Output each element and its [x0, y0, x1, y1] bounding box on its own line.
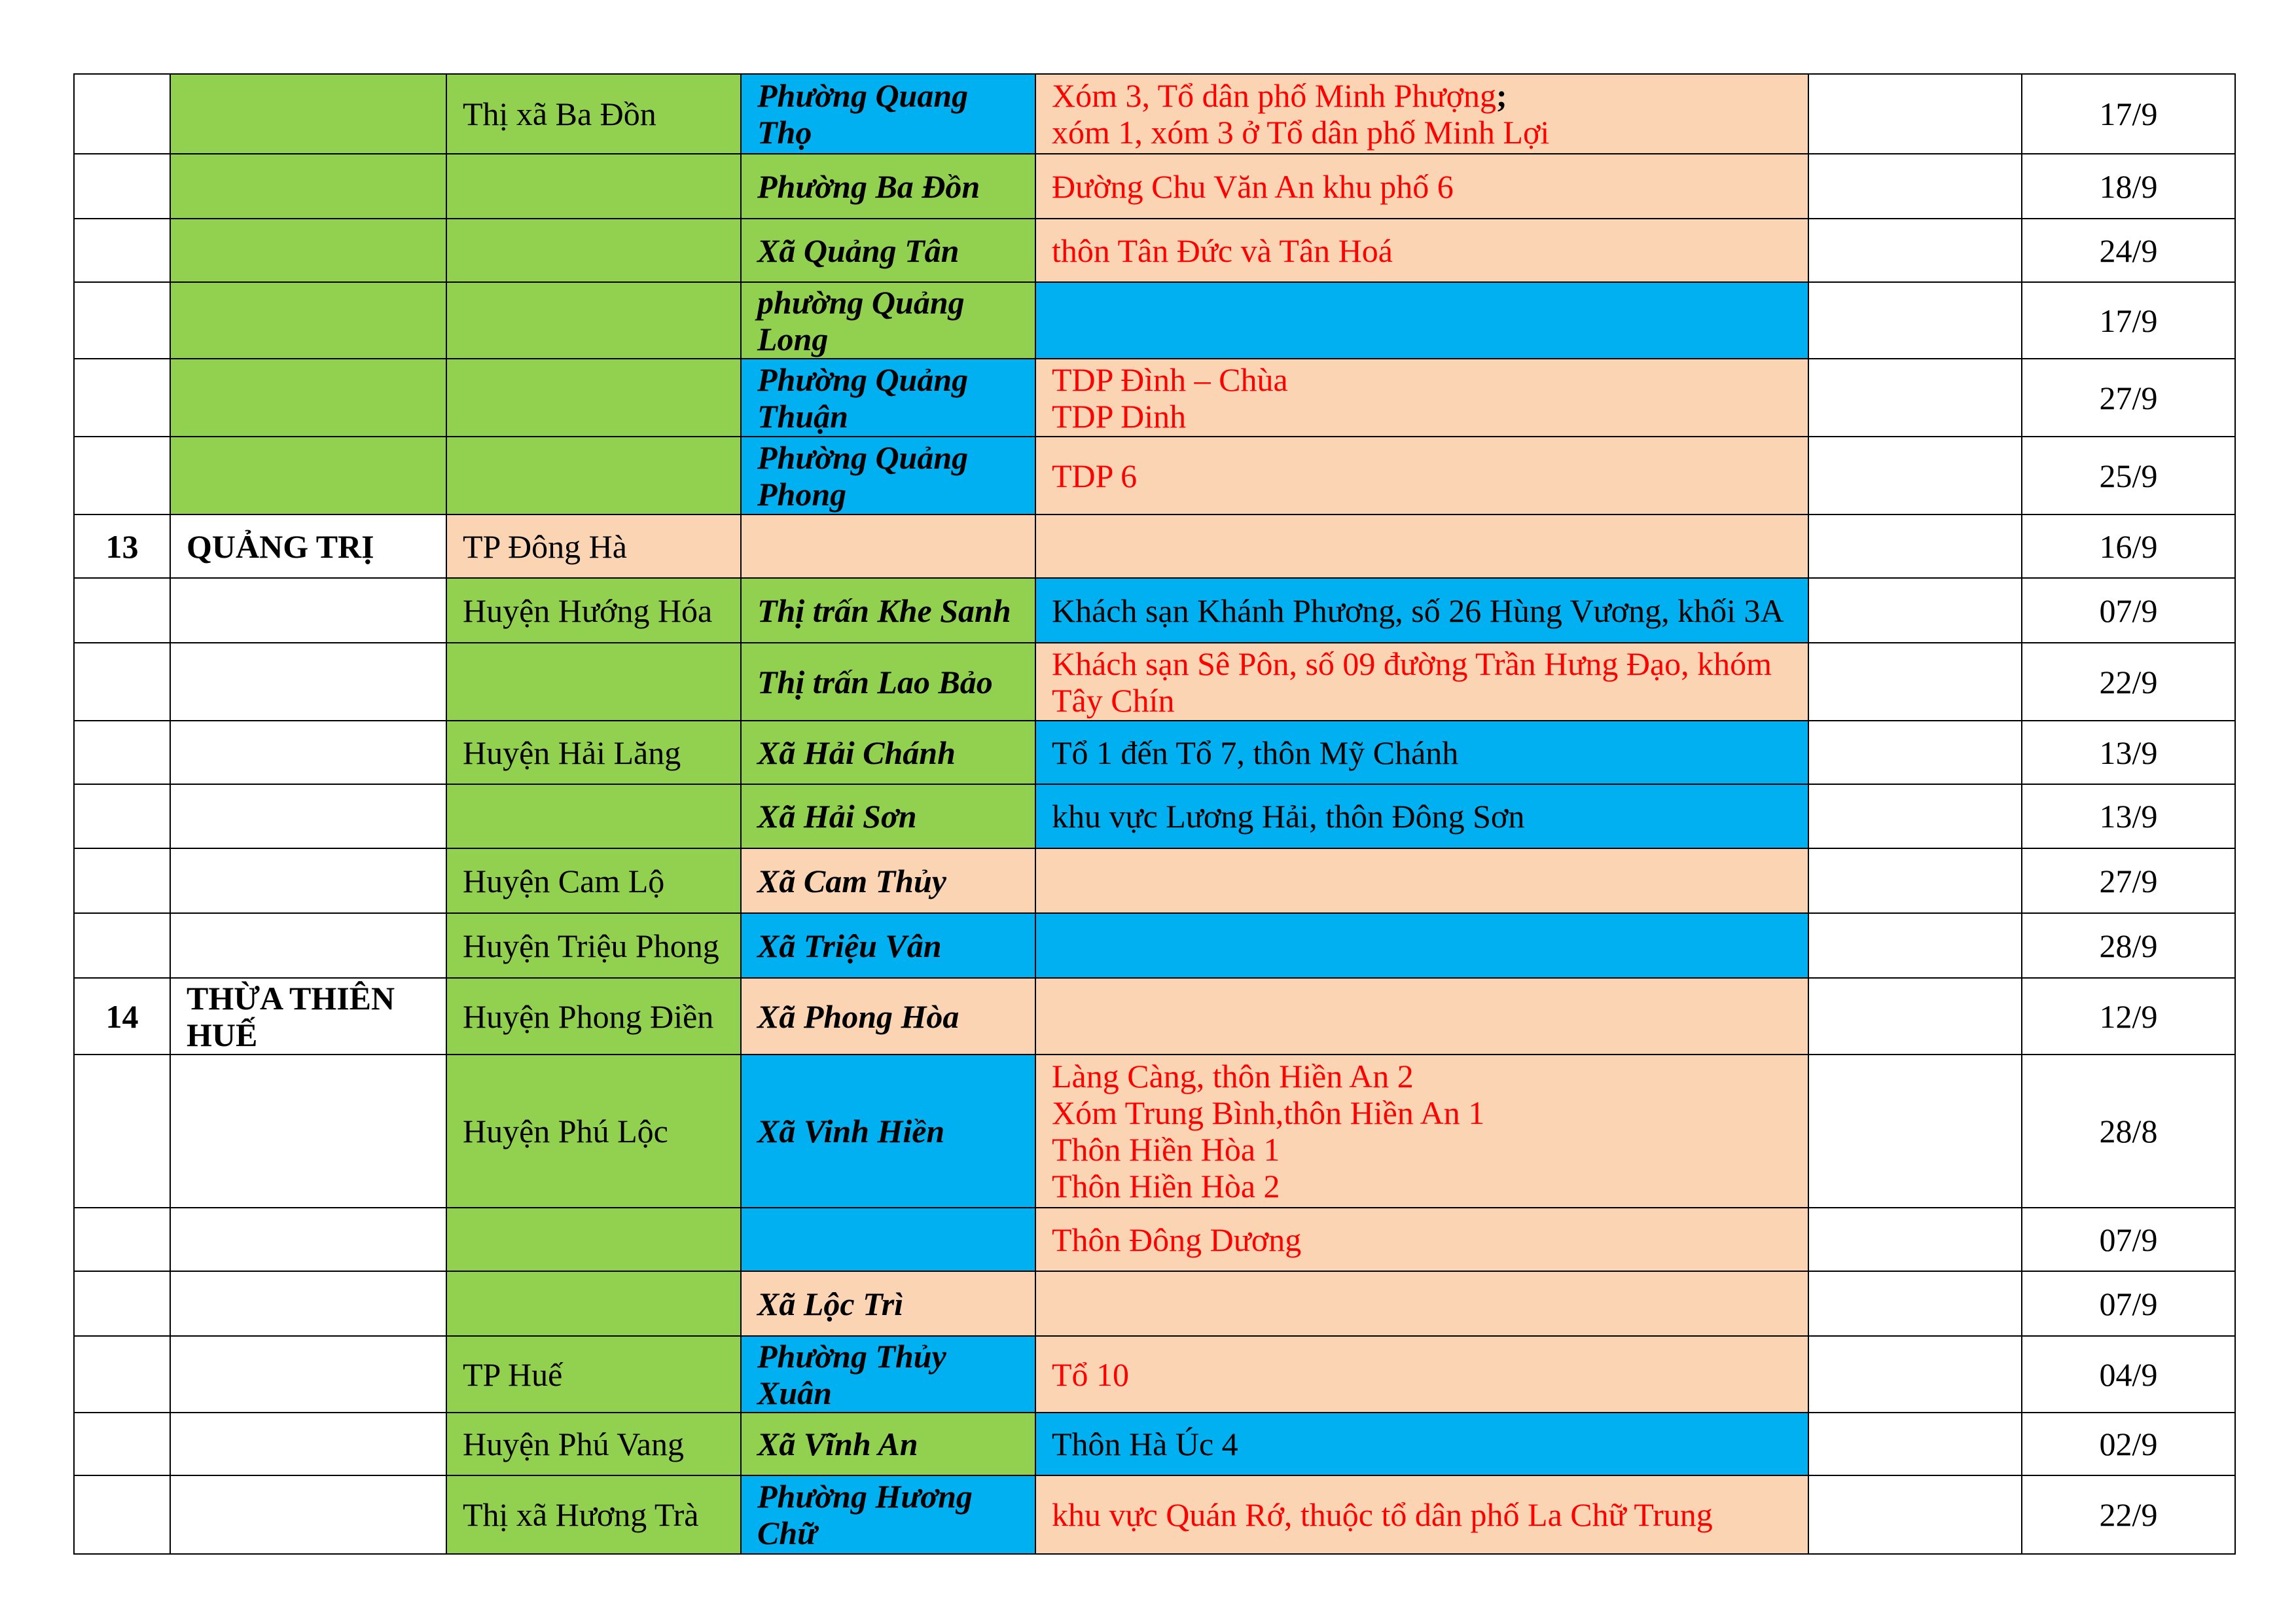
cell-province — [170, 282, 446, 359]
cell-ward: Thị trấn Khe Sanh — [741, 578, 1035, 643]
cell-ward: Xã Phong Hòa — [741, 978, 1035, 1055]
cell-location — [1035, 1475, 1808, 1554]
cell-note — [1808, 282, 2022, 359]
cell-no — [74, 437, 170, 514]
schedule-table — [73, 73, 2236, 1555]
cell-no — [74, 1336, 170, 1413]
cell-ward: Xã Cam Thủy — [741, 848, 1035, 913]
cell-no — [74, 154, 170, 219]
table-row — [74, 784, 2235, 848]
cell-date: 16/9 — [2022, 514, 2235, 578]
cell-location — [1035, 1271, 1808, 1336]
cell-ward: Xã Vĩnh An — [741, 1413, 1035, 1475]
cell-district — [446, 1208, 741, 1271]
cell-ward — [741, 514, 1035, 578]
cell-ward: Xã Vinh Hiền — [741, 1055, 1035, 1208]
table-row — [74, 1208, 2235, 1271]
cell-location — [1035, 219, 1808, 282]
cell-location — [1035, 913, 1808, 978]
cell-date: 04/9 — [2022, 1336, 2235, 1413]
cell-date: 22/9 — [2022, 643, 2235, 721]
location-text: xóm 1, xóm 3 ở Tổ dân phố Minh Lợi — [1052, 114, 1550, 151]
cell-date: 28/9 — [2022, 913, 2235, 978]
cell-note — [1808, 1336, 2022, 1413]
cell-district: Huyện Cam Lộ — [446, 848, 741, 913]
cell-ward: Xã Quảng Tân — [741, 219, 1035, 282]
cell-province — [170, 437, 446, 514]
cell-date: 17/9 — [2022, 282, 2235, 359]
cell-location — [1035, 578, 1808, 643]
cell-date: 13/9 — [2022, 784, 2235, 848]
cell-no — [74, 578, 170, 643]
cell-province — [170, 1413, 446, 1475]
cell-note — [1808, 219, 2022, 282]
location-text: Thôn Hà Úc 4 — [1052, 1426, 1238, 1462]
cell-province — [170, 74, 446, 154]
table-row — [74, 437, 2235, 514]
location-text: Tổ 10 — [1052, 1356, 1130, 1393]
cell-ward: Xã Hải Sơn — [741, 784, 1035, 848]
cell-no — [74, 848, 170, 913]
cell-note — [1808, 74, 2022, 154]
cell-date: 25/9 — [2022, 437, 2235, 514]
cell-province — [170, 643, 446, 721]
cell-district: TP Huế — [446, 1336, 741, 1413]
table-row — [74, 578, 2235, 643]
cell-ward: Phường Ba Đồn — [741, 154, 1035, 219]
cell-ward: Xã Lộc Trì — [741, 1271, 1035, 1336]
cell-no — [74, 1055, 170, 1208]
cell-district: Thị xã Hương Trà — [446, 1475, 741, 1554]
table-row — [74, 514, 2235, 578]
cell-location — [1035, 978, 1808, 1055]
table-row — [74, 74, 2235, 154]
cell-no — [74, 74, 170, 154]
cell-location — [1035, 721, 1808, 784]
cell-province — [170, 1475, 446, 1554]
cell-date: 13/9 — [2022, 721, 2235, 784]
table-row — [74, 978, 2235, 1055]
cell-district — [446, 784, 741, 848]
cell-date: 02/9 — [2022, 1413, 2235, 1475]
cell-no — [74, 1208, 170, 1271]
cell-location — [1035, 514, 1808, 578]
cell-no — [74, 784, 170, 848]
cell-ward: Xã Hải Chánh — [741, 721, 1035, 784]
cell-date: 17/9 — [2022, 74, 2235, 154]
cell-ward: Phường Quảng Phong — [741, 437, 1035, 514]
cell-note — [1808, 1271, 2022, 1336]
cell-ward: Phường Quảng Thuận — [741, 359, 1035, 437]
location-text: Xóm 3, Tổ dân phố Minh Phượng — [1052, 77, 1497, 114]
cell-no: 13 — [74, 514, 170, 578]
cell-no — [74, 219, 170, 282]
cell-note — [1808, 1055, 2022, 1208]
cell-ward — [741, 1208, 1035, 1271]
cell-location — [1035, 359, 1808, 437]
cell-location — [1035, 1055, 1808, 1208]
cell-district: Huyện Phong Điền — [446, 978, 741, 1055]
cell-province — [170, 1271, 446, 1336]
cell-note — [1808, 437, 2022, 514]
table-row — [74, 913, 2235, 978]
cell-district: Huyện Hướng Hóa — [446, 578, 741, 643]
cell-date: 27/9 — [2022, 848, 2235, 913]
cell-province — [170, 1336, 446, 1413]
table-row — [74, 359, 2235, 437]
cell-no — [74, 1271, 170, 1336]
cell-no — [74, 913, 170, 978]
location-text: Khách sạn Khánh Phương, số 26 Hùng Vương, khối 3A — [1052, 592, 1784, 629]
cell-province — [170, 578, 446, 643]
cell-note — [1808, 1413, 2022, 1475]
cell-location — [1035, 1208, 1808, 1271]
location-text: ; — [1496, 77, 1507, 114]
table-row — [74, 154, 2235, 219]
location-text: Đường Chu Văn An khu phố 6 — [1052, 168, 1454, 205]
location-text: Khách sạn Sê Pôn, số 09 đường Trần Hưng Đạo, khóm Tây Chín — [1052, 645, 1772, 719]
cell-location — [1035, 282, 1808, 359]
location-text: TDP 6 — [1052, 457, 1138, 494]
cell-ward: Thị trấn Lao Bảo — [741, 643, 1035, 721]
cell-date: 07/9 — [2022, 1208, 2235, 1271]
cell-date: 07/9 — [2022, 1271, 2235, 1336]
cell-district: Huyện Hải Lăng — [446, 721, 741, 784]
cell-date: 28/8 — [2022, 1055, 2235, 1208]
location-text: khu vực Quán Rớ, thuộc tổ dân phố La Chữ Trung — [1052, 1496, 1713, 1533]
cell-ward: Phường Thủy Xuân — [741, 1336, 1035, 1413]
cell-note — [1808, 721, 2022, 784]
location-text: Thôn Đông Dương — [1052, 1221, 1302, 1258]
cell-location — [1035, 1413, 1808, 1475]
cell-note — [1808, 578, 2022, 643]
cell-district — [446, 359, 741, 437]
table-body — [74, 74, 2235, 1554]
cell-date: 27/9 — [2022, 359, 2235, 437]
cell-district — [446, 219, 741, 282]
cell-district: Thị xã Ba Đồn — [446, 74, 741, 154]
cell-note — [1808, 514, 2022, 578]
cell-no — [74, 1413, 170, 1475]
cell-date: 18/9 — [2022, 154, 2235, 219]
cell-location — [1035, 154, 1808, 219]
location-text: Làng Càng, thôn Hiền An 2 Xóm Trung Bình,thôn Hiền An 1 Thôn Hiền Hòa 1 Thôn Hiền Hòa 2 — [1052, 1058, 1485, 1204]
cell-location — [1035, 437, 1808, 514]
cell-note — [1808, 913, 2022, 978]
table-row — [74, 1336, 2235, 1413]
table-row — [74, 721, 2235, 784]
cell-province — [170, 359, 446, 437]
cell-location — [1035, 643, 1808, 721]
cell-ward: Phường Quang Thọ — [741, 74, 1035, 154]
cell-note — [1808, 784, 2022, 848]
location-text: khu vực Lương Hải, thôn Đông Sơn — [1052, 798, 1525, 835]
cell-note — [1808, 154, 2022, 219]
cell-province — [170, 1208, 446, 1271]
table-row — [74, 219, 2235, 282]
cell-note — [1808, 1475, 2022, 1554]
cell-province: QUẢNG TRỊ — [170, 514, 446, 578]
table-row — [74, 1055, 2235, 1208]
cell-note — [1808, 1208, 2022, 1271]
cell-note — [1808, 643, 2022, 721]
cell-district: TP Đông Hà — [446, 514, 741, 578]
cell-province — [170, 913, 446, 978]
location-text: TDP Đình – Chùa TDP Dinh — [1052, 361, 1288, 435]
cell-district — [446, 1271, 741, 1336]
location-text: thôn Tân Đức và Tân Hoá — [1052, 232, 1393, 269]
cell-no: 14 — [74, 978, 170, 1055]
table-row — [74, 643, 2235, 721]
cell-province: THỪA THIÊN HUẾ — [170, 978, 446, 1055]
cell-province — [170, 154, 446, 219]
cell-note — [1808, 978, 2022, 1055]
cell-date: 12/9 — [2022, 978, 2235, 1055]
cell-ward: phường Quảng Long — [741, 282, 1035, 359]
cell-location — [1035, 74, 1808, 154]
cell-date: 24/9 — [2022, 219, 2235, 282]
cell-location — [1035, 784, 1808, 848]
location-text: Tổ 1 đến Tổ 7, thôn Mỹ Chánh — [1052, 734, 1459, 771]
cell-date: 22/9 — [2022, 1475, 2235, 1554]
cell-province — [170, 784, 446, 848]
table-row — [74, 282, 2235, 359]
cell-district — [446, 282, 741, 359]
cell-district: Huyện Phú Vang — [446, 1413, 741, 1475]
table-row — [74, 1271, 2235, 1336]
cell-note — [1808, 359, 2022, 437]
cell-ward: Phường Hương Chữ — [741, 1475, 1035, 1554]
cell-province — [170, 721, 446, 784]
cell-ward: Xã Triệu Vân — [741, 913, 1035, 978]
cell-no — [74, 1475, 170, 1554]
cell-district: Huyện Triệu Phong — [446, 913, 741, 978]
cell-province — [170, 219, 446, 282]
cell-province — [170, 1055, 446, 1208]
cell-district — [446, 437, 741, 514]
table-row — [74, 1413, 2235, 1475]
cell-district: Huyện Phú Lộc — [446, 1055, 741, 1208]
cell-no — [74, 721, 170, 784]
cell-location — [1035, 1336, 1808, 1413]
table-row — [74, 1475, 2235, 1554]
cell-date: 07/9 — [2022, 578, 2235, 643]
cell-note — [1808, 848, 2022, 913]
cell-no — [74, 643, 170, 721]
cell-district — [446, 643, 741, 721]
cell-no — [74, 282, 170, 359]
cell-no — [74, 359, 170, 437]
table-row — [74, 848, 2235, 913]
cell-province — [170, 848, 446, 913]
cell-district — [446, 154, 741, 219]
cell-location — [1035, 848, 1808, 913]
